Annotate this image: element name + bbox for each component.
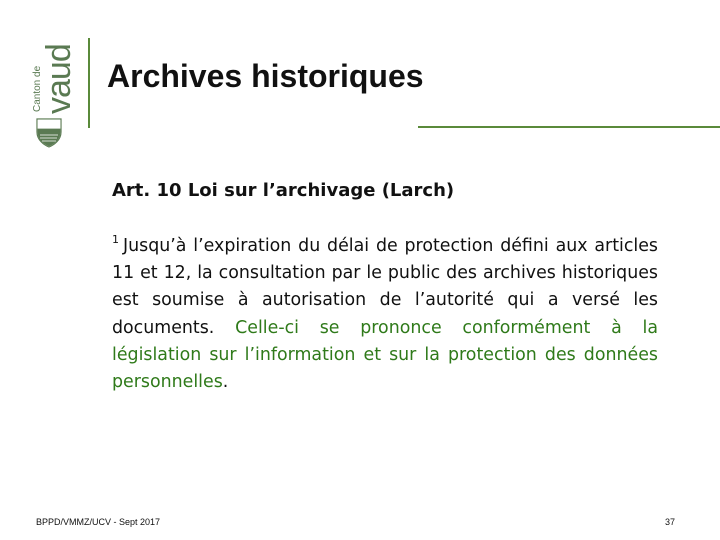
title-divider-vertical	[88, 38, 90, 128]
logo-vaud-text: vaud	[40, 44, 78, 114]
article-text-black: Jusqu’à l’expiration du délai de protection défini aux articles 11 et 12, la consultation par le public des archives historiques est soumise à autorisation de l’autorité qui a versé les documents.	[112, 236, 658, 338]
shield-icon	[36, 118, 62, 148]
page-title: Archives historiques	[107, 58, 424, 94]
article-text-end: .	[222, 372, 229, 393]
footer-reference: BPPD/VMMZ/UCV - Sept 2017	[36, 517, 161, 527]
logo-canton-text: Canton de	[32, 65, 43, 112]
logo-wordmark	[30, 34, 78, 122]
canton-vaud-logo	[30, 34, 78, 134]
article-paragraph	[112, 226, 658, 396]
page-number: 37	[665, 517, 676, 527]
alinea-number: 1	[112, 233, 119, 246]
article-text-green: Celle-ci se prononce conformément à la législation sur l’information et sur la protection des données personnelles	[112, 317, 659, 393]
article-heading: Art. 10 Loi sur l’archivage (Larch)	[112, 180, 455, 201]
title-divider-horizontal	[418, 126, 720, 128]
